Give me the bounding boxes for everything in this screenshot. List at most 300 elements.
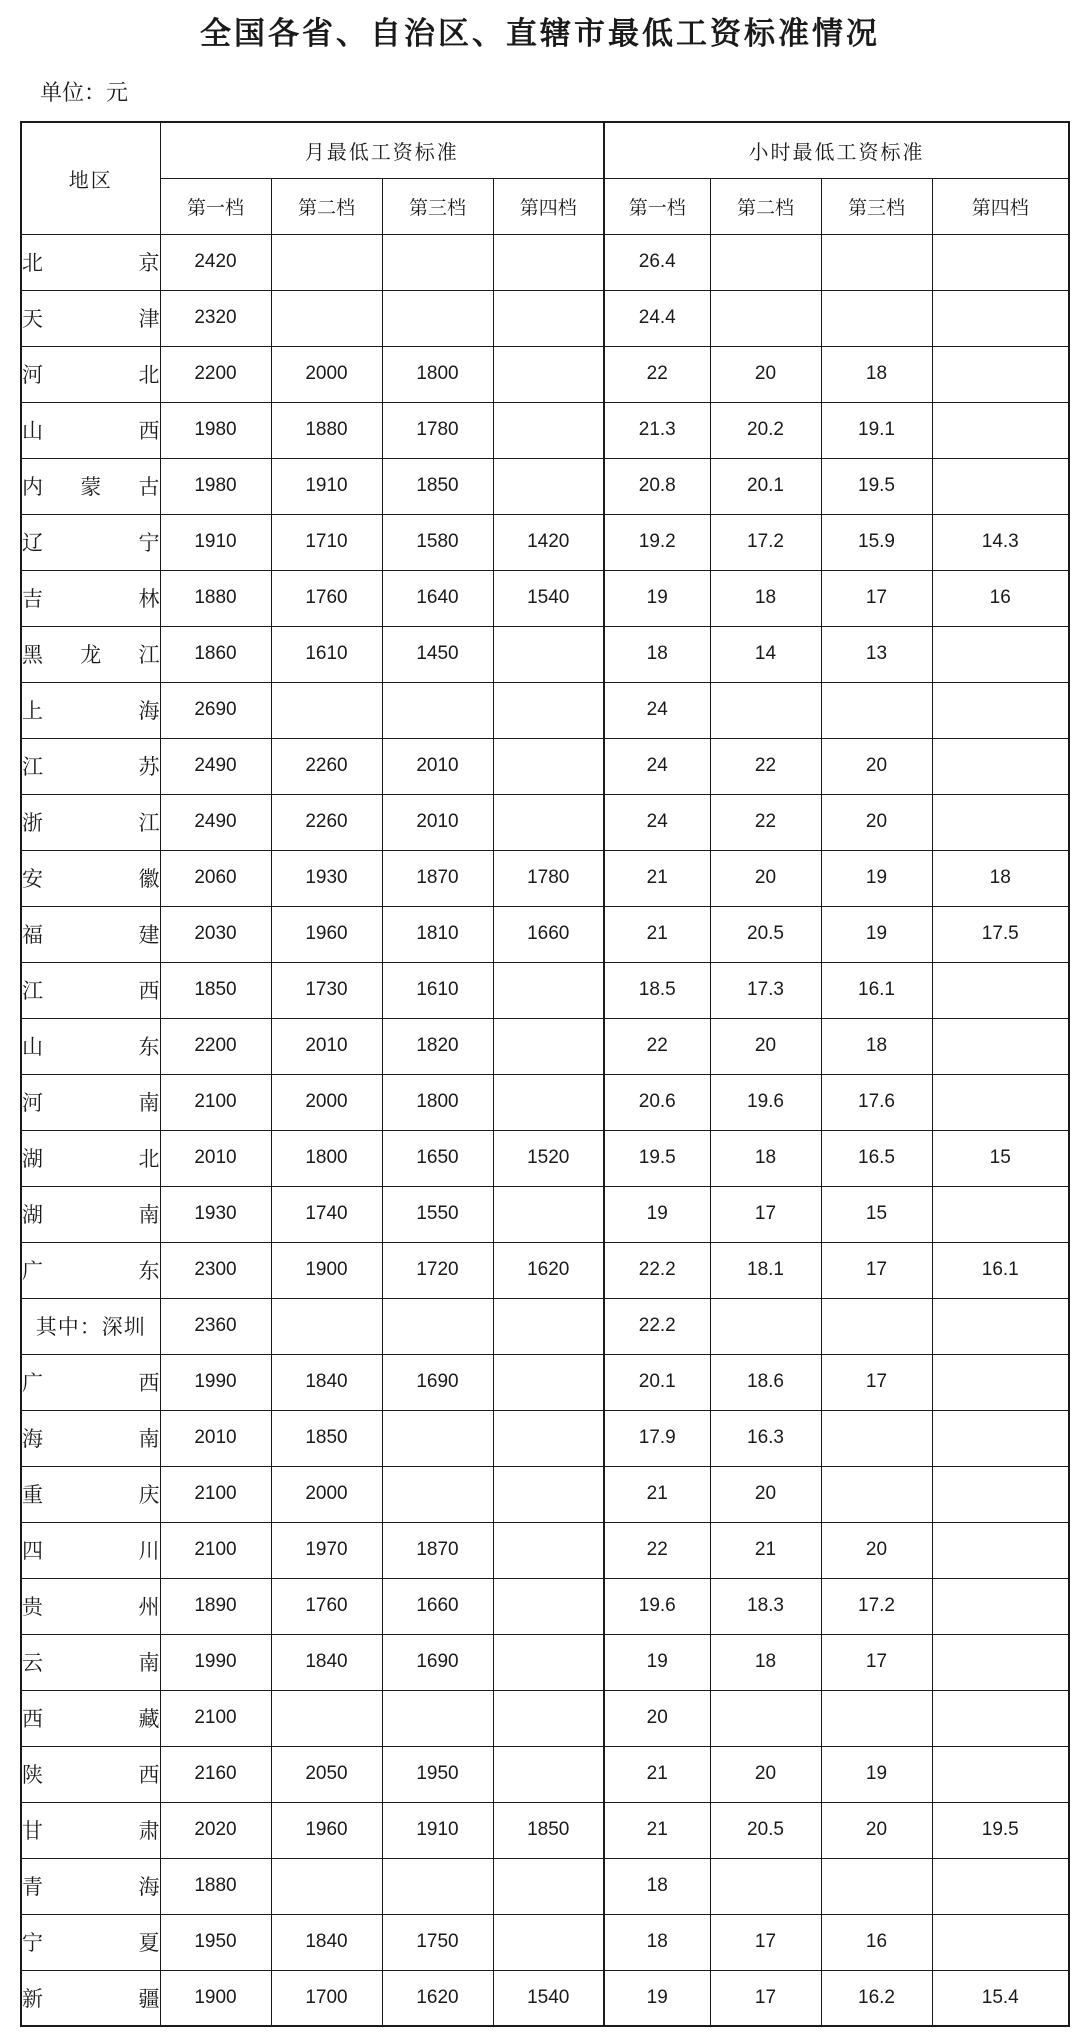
monthly-wage-cell: 1930 (271, 850, 382, 906)
hourly-wage-cell: 20.6 (604, 1074, 710, 1130)
region-cell: 江西 (21, 962, 160, 1018)
hourly-wage-cell: 16.2 (821, 1970, 932, 2026)
monthly-wage-cell (493, 794, 604, 850)
table-row (21, 514, 1069, 570)
monthly-wage-cell: 1550 (382, 1186, 493, 1242)
hourly-wage-cell: 15 (821, 1186, 932, 1242)
monthly-wage-cell: 1760 (271, 1578, 382, 1634)
hourly-wage-cell: 16 (932, 570, 1069, 626)
hourly-wage-cell (932, 1410, 1069, 1466)
monthly-wage-cell: 1880 (160, 570, 271, 626)
hourly-wage-cell (932, 1578, 1069, 1634)
table-row (21, 1410, 1069, 1466)
monthly-wage-cell: 2010 (382, 794, 493, 850)
table-row (21, 1130, 1069, 1186)
hourly-tier-4: 第四档 (932, 178, 1069, 234)
monthly-wage-cell: 1980 (160, 402, 271, 458)
hourly-wage-cell (932, 346, 1069, 402)
hourly-wage-cell: 18 (932, 850, 1069, 906)
monthly-wage-cell: 1800 (382, 1074, 493, 1130)
hourly-wage-cell: 14 (710, 626, 821, 682)
table-row (21, 682, 1069, 738)
table-row (21, 1466, 1069, 1522)
hourly-wage-cell (932, 682, 1069, 738)
monthly-wage-cell: 2100 (160, 1690, 271, 1746)
hourly-wage-cell: 19.1 (821, 402, 932, 458)
monthly-wage-cell (493, 1410, 604, 1466)
monthly-tier-3: 第三档 (382, 178, 493, 234)
monthly-wage-cell: 1990 (160, 1634, 271, 1690)
monthly-wage-cell (493, 1074, 604, 1130)
monthly-wage-cell (382, 1410, 493, 1466)
monthly-wage-cell: 2260 (271, 738, 382, 794)
hourly-wage-cell: 20.2 (710, 402, 821, 458)
monthly-wage-cell: 1820 (382, 1018, 493, 1074)
hourly-wage-cell: 21 (604, 850, 710, 906)
table-row (21, 738, 1069, 794)
hourly-wage-cell: 18 (710, 1634, 821, 1690)
table-row (21, 1858, 1069, 1914)
hourly-wage-cell: 16.1 (821, 962, 932, 1018)
hourly-wage-cell: 19.5 (604, 1130, 710, 1186)
hourly-wage-cell: 19 (821, 906, 932, 962)
table-body (21, 234, 1069, 2026)
region-cell: 广西 (21, 1354, 160, 1410)
hourly-wage-cell (821, 1410, 932, 1466)
hourly-wage-cell: 22 (604, 346, 710, 402)
hourly-wage-cell: 24 (604, 682, 710, 738)
hourly-wage-cell (932, 1634, 1069, 1690)
monthly-wage-cell: 1610 (271, 626, 382, 682)
monthly-wage-cell: 1650 (382, 1130, 493, 1186)
hourly-wage-cell: 20.1 (710, 458, 821, 514)
monthly-wage-cell: 1620 (382, 1970, 493, 2026)
table-row (21, 1914, 1069, 1970)
unit-label: 单位：元 (40, 81, 129, 106)
monthly-wage-cell: 2260 (271, 794, 382, 850)
hourly-wage-cell: 19.5 (932, 1802, 1069, 1858)
region-cell: 吉林 (21, 570, 160, 626)
monthly-wage-cell: 1620 (493, 1242, 604, 1298)
hourly-wage-cell (821, 1690, 932, 1746)
monthly-wage-cell: 1880 (271, 402, 382, 458)
hourly-wage-cell: 17.9 (604, 1410, 710, 1466)
hourly-wage-cell: 18 (821, 1018, 932, 1074)
hourly-wage-cell: 20 (821, 794, 932, 850)
table-row (21, 290, 1069, 346)
hourly-wage-cell (821, 290, 932, 346)
monthly-tier-1: 第一档 (160, 178, 271, 234)
hourly-wage-cell: 16 (821, 1914, 932, 1970)
monthly-wage-cell: 1970 (271, 1522, 382, 1578)
hourly-wage-cell: 24.4 (604, 290, 710, 346)
hourly-wage-cell: 18 (710, 570, 821, 626)
hourly-wage-cell: 20 (710, 850, 821, 906)
hourly-wage-cell: 20 (821, 1802, 932, 1858)
hourly-wage-cell: 22 (604, 1018, 710, 1074)
monthly-wage-cell: 2200 (160, 1018, 271, 1074)
monthly-wage-cell (493, 402, 604, 458)
monthly-wage-cell: 1580 (382, 514, 493, 570)
region-cell: 贵州 (21, 1578, 160, 1634)
table-row (21, 1802, 1069, 1858)
hourly-wage-cell: 22 (710, 738, 821, 794)
hourly-wage-cell: 18.1 (710, 1242, 821, 1298)
monthly-wage-cell: 1980 (160, 458, 271, 514)
monthly-wage-cell: 1420 (493, 514, 604, 570)
monthly-wage-cell: 2000 (271, 346, 382, 402)
monthly-wage-cell: 1800 (271, 1130, 382, 1186)
hourly-wage-cell (821, 1298, 932, 1354)
hourly-wage-cell: 20 (710, 1746, 821, 1802)
monthly-wage-cell: 2100 (160, 1466, 271, 1522)
hourly-wage-cell: 18 (710, 1130, 821, 1186)
hourly-wage-cell (932, 1746, 1069, 1802)
hourly-wage-cell: 19 (604, 570, 710, 626)
table-row (21, 794, 1069, 850)
monthly-wage-cell (271, 1858, 382, 1914)
monthly-wage-cell: 1840 (271, 1354, 382, 1410)
monthly-wage-cell: 2020 (160, 1802, 271, 1858)
hourly-wage-cell (932, 738, 1069, 794)
hourly-wage-cell: 13 (821, 626, 932, 682)
monthly-wage-cell (382, 1858, 493, 1914)
table-row (21, 1690, 1069, 1746)
monthly-wage-cell: 1690 (382, 1354, 493, 1410)
hourly-wage-cell (932, 794, 1069, 850)
monthly-wage-cell: 2030 (160, 906, 271, 962)
hourly-wage-cell: 20 (604, 1690, 710, 1746)
table-row (21, 1578, 1069, 1634)
region-cell: 西藏 (21, 1690, 160, 1746)
hourly-wage-cell: 17 (821, 1354, 932, 1410)
hourly-wage-cell: 22 (710, 794, 821, 850)
monthly-wage-cell (493, 1914, 604, 1970)
monthly-wage-cell: 2060 (160, 850, 271, 906)
monthly-wage-cell: 2490 (160, 794, 271, 850)
monthly-wage-cell: 1900 (271, 1242, 382, 1298)
region-cell: 重庆 (21, 1466, 160, 1522)
hourly-tier-1: 第一档 (604, 178, 710, 234)
region-cell: 湖南 (21, 1186, 160, 1242)
hourly-wage-cell: 19 (821, 850, 932, 906)
table-row (21, 1074, 1069, 1130)
wage-table (20, 121, 1070, 2027)
monthly-wage-cell: 1730 (271, 962, 382, 1018)
monthly-wage-cell: 2010 (160, 1130, 271, 1186)
hourly-wage-cell: 20 (710, 346, 821, 402)
hourly-wage-cell: 19.6 (710, 1074, 821, 1130)
hourly-wage-cell (710, 1298, 821, 1354)
monthly-wage-cell: 1960 (271, 906, 382, 962)
region-cell: 江苏 (21, 738, 160, 794)
region-header: 地区 (21, 122, 160, 234)
hourly-wage-cell: 15.9 (821, 514, 932, 570)
page-title: 全国各省、自治区、直辖市最低工资标准情况 (200, 16, 880, 52)
monthly-wage-cell: 1520 (493, 1130, 604, 1186)
hourly-wage-cell: 21 (604, 1802, 710, 1858)
hourly-wage-cell (821, 1858, 932, 1914)
region-cell: 云南 (21, 1634, 160, 1690)
hourly-wage-cell: 16.3 (710, 1410, 821, 1466)
monthly-wage-cell (382, 1690, 493, 1746)
monthly-wage-cell: 2010 (160, 1410, 271, 1466)
table-row (21, 1634, 1069, 1690)
monthly-header: 月最低工资标准 (160, 122, 604, 178)
monthly-wage-cell (493, 234, 604, 290)
monthly-wage-cell: 2050 (271, 1746, 382, 1802)
hourly-wage-cell (932, 1186, 1069, 1242)
monthly-wage-cell: 1870 (382, 850, 493, 906)
hourly-wage-cell: 17.3 (710, 962, 821, 1018)
hourly-wage-cell: 20 (710, 1466, 821, 1522)
region-cell: 湖北 (21, 1130, 160, 1186)
monthly-wage-cell: 1540 (493, 1970, 604, 2026)
monthly-wage-cell (382, 234, 493, 290)
monthly-wage-cell: 1880 (160, 1858, 271, 1914)
hourly-wage-cell: 21 (604, 1746, 710, 1802)
hourly-wage-cell: 20.1 (604, 1354, 710, 1410)
region-cell: 宁夏 (21, 1914, 160, 1970)
monthly-wage-cell: 2000 (271, 1074, 382, 1130)
monthly-wage-cell (271, 290, 382, 346)
hourly-wage-cell: 22.2 (604, 1298, 710, 1354)
monthly-wage-cell: 2010 (271, 1018, 382, 1074)
monthly-wage-cell: 1890 (160, 1578, 271, 1634)
hourly-wage-cell: 21 (604, 906, 710, 962)
hourly-wage-cell: 15 (932, 1130, 1069, 1186)
hourly-wage-cell: 18 (604, 1914, 710, 1970)
monthly-wage-cell (493, 1018, 604, 1074)
monthly-wage-cell: 1860 (160, 626, 271, 682)
hourly-wage-cell: 17 (710, 1914, 821, 1970)
monthly-wage-cell (493, 682, 604, 738)
hourly-wage-cell (932, 962, 1069, 1018)
monthly-wage-cell (493, 1298, 604, 1354)
region-cell: 山西 (21, 402, 160, 458)
region-cell: 内蒙古 (21, 458, 160, 514)
hourly-wage-cell (932, 402, 1069, 458)
region-cell: 上海 (21, 682, 160, 738)
hourly-wage-cell (710, 234, 821, 290)
monthly-wage-cell: 1750 (382, 1914, 493, 1970)
table-row (21, 1186, 1069, 1242)
hourly-wage-cell: 18 (821, 346, 932, 402)
hourly-wage-cell (710, 1690, 821, 1746)
hourly-wage-cell: 20 (821, 1522, 932, 1578)
hourly-wage-cell: 24 (604, 738, 710, 794)
hourly-wage-cell: 19 (604, 1970, 710, 2026)
monthly-wage-cell: 2000 (271, 1466, 382, 1522)
hourly-wage-cell: 19 (604, 1186, 710, 1242)
monthly-wage-cell: 1870 (382, 1522, 493, 1578)
hourly-wage-cell (932, 1466, 1069, 1522)
hourly-wage-cell: 26.4 (604, 234, 710, 290)
table-row (21, 626, 1069, 682)
monthly-wage-cell: 1780 (382, 402, 493, 458)
monthly-wage-cell (493, 962, 604, 1018)
hourly-wage-cell (932, 1298, 1069, 1354)
monthly-tier-2: 第二档 (271, 178, 382, 234)
table-row (21, 1354, 1069, 1410)
hourly-wage-cell (932, 1354, 1069, 1410)
monthly-wage-cell (493, 1522, 604, 1578)
table-row (21, 1970, 1069, 2026)
monthly-wage-cell (382, 290, 493, 346)
monthly-wage-cell (382, 1298, 493, 1354)
monthly-wage-cell (271, 682, 382, 738)
table-row (21, 458, 1069, 514)
monthly-wage-cell (271, 1690, 382, 1746)
hourly-wage-cell: 18 (604, 626, 710, 682)
monthly-wage-cell: 1700 (271, 1970, 382, 2026)
region-cell: 北京 (21, 234, 160, 290)
hourly-wage-cell: 17.5 (932, 906, 1069, 962)
hourly-wage-cell: 17 (821, 1634, 932, 1690)
monthly-wage-cell: 2010 (382, 738, 493, 794)
monthly-wage-cell: 1950 (382, 1746, 493, 1802)
table-row (21, 402, 1069, 458)
monthly-wage-cell (493, 1578, 604, 1634)
hourly-wage-cell: 19.6 (604, 1578, 710, 1634)
region-cell: 新疆 (21, 1970, 160, 2026)
region-cell: 其中：深圳 (21, 1298, 160, 1354)
hourly-wage-cell: 22.2 (604, 1242, 710, 1298)
monthly-wage-cell (493, 346, 604, 402)
monthly-wage-cell: 1810 (382, 906, 493, 962)
hourly-wage-cell: 22 (604, 1522, 710, 1578)
monthly-wage-cell: 1910 (382, 1802, 493, 1858)
region-cell: 山东 (21, 1018, 160, 1074)
hourly-wage-cell (932, 1690, 1069, 1746)
hourly-wage-cell: 21 (710, 1522, 821, 1578)
monthly-wage-cell: 1960 (271, 1802, 382, 1858)
hourly-wage-cell (932, 290, 1069, 346)
hourly-wage-cell: 19.2 (604, 514, 710, 570)
monthly-wage-cell: 1840 (271, 1914, 382, 1970)
monthly-wage-cell: 1910 (160, 514, 271, 570)
monthly-wage-cell (493, 1186, 604, 1242)
monthly-wage-cell: 1910 (271, 458, 382, 514)
monthly-wage-cell (271, 1298, 382, 1354)
monthly-wage-cell (493, 1466, 604, 1522)
region-cell: 海南 (21, 1410, 160, 1466)
monthly-wage-cell: 1660 (493, 906, 604, 962)
monthly-wage-cell: 2200 (160, 346, 271, 402)
monthly-wage-cell: 1850 (271, 1410, 382, 1466)
monthly-wage-cell: 1900 (160, 1970, 271, 2026)
monthly-wage-cell: 1690 (382, 1634, 493, 1690)
monthly-wage-cell: 1950 (160, 1914, 271, 1970)
hourly-wage-cell (710, 1858, 821, 1914)
hourly-wage-cell: 17 (710, 1970, 821, 2026)
hourly-wage-cell (932, 626, 1069, 682)
monthly-wage-cell (493, 1690, 604, 1746)
hourly-wage-cell (821, 682, 932, 738)
region-cell: 安徽 (21, 850, 160, 906)
monthly-wage-cell: 2420 (160, 234, 271, 290)
hourly-wage-cell: 19 (604, 1634, 710, 1690)
region-cell: 陕西 (21, 1746, 160, 1802)
hourly-wage-cell: 14.3 (932, 514, 1069, 570)
hourly-wage-cell: 18.6 (710, 1354, 821, 1410)
table-row (21, 234, 1069, 290)
monthly-wage-cell (493, 626, 604, 682)
monthly-wage-cell: 2320 (160, 290, 271, 346)
region-cell: 浙江 (21, 794, 160, 850)
hourly-wage-cell (710, 682, 821, 738)
hourly-header: 小时最低工资标准 (604, 122, 1069, 178)
hourly-wage-cell: 20.5 (710, 906, 821, 962)
hourly-wage-cell: 20 (821, 738, 932, 794)
hourly-wage-cell (932, 1858, 1069, 1914)
hourly-wage-cell: 17.2 (710, 514, 821, 570)
region-cell: 四川 (21, 1522, 160, 1578)
monthly-wage-cell (271, 234, 382, 290)
hourly-wage-cell (932, 458, 1069, 514)
monthly-wage-cell: 1850 (493, 1802, 604, 1858)
monthly-wage-cell: 1990 (160, 1354, 271, 1410)
table-row (21, 1242, 1069, 1298)
monthly-wage-cell: 2360 (160, 1298, 271, 1354)
hourly-wage-cell (821, 234, 932, 290)
hourly-wage-cell: 18.5 (604, 962, 710, 1018)
hourly-wage-cell: 19.5 (821, 458, 932, 514)
monthly-wage-cell: 1450 (382, 626, 493, 682)
monthly-wage-cell: 2300 (160, 1242, 271, 1298)
hourly-wage-cell: 20.8 (604, 458, 710, 514)
hourly-wage-cell: 17 (710, 1186, 821, 1242)
monthly-wage-cell: 1610 (382, 962, 493, 1018)
hourly-wage-cell (710, 290, 821, 346)
table-row (21, 570, 1069, 626)
monthly-wage-cell (493, 1354, 604, 1410)
monthly-wage-cell: 1740 (271, 1186, 382, 1242)
monthly-wage-cell: 2490 (160, 738, 271, 794)
hourly-wage-cell: 15.4 (932, 1970, 1069, 2026)
monthly-wage-cell (382, 682, 493, 738)
region-cell: 广东 (21, 1242, 160, 1298)
region-cell: 甘肃 (21, 1802, 160, 1858)
monthly-wage-cell (493, 738, 604, 794)
monthly-wage-cell (382, 1466, 493, 1522)
monthly-wage-cell: 1930 (160, 1186, 271, 1242)
region-cell: 辽宁 (21, 514, 160, 570)
monthly-wage-cell: 1760 (271, 570, 382, 626)
monthly-wage-cell (493, 1746, 604, 1802)
monthly-wage-cell: 2160 (160, 1746, 271, 1802)
hourly-wage-cell: 18.3 (710, 1578, 821, 1634)
monthly-wage-cell: 1780 (493, 850, 604, 906)
hourly-wage-cell: 24 (604, 794, 710, 850)
region-cell: 福建 (21, 906, 160, 962)
hourly-wage-cell: 21.3 (604, 402, 710, 458)
region-cell: 青海 (21, 1858, 160, 1914)
hourly-tier-2: 第二档 (710, 178, 821, 234)
monthly-wage-cell (493, 1634, 604, 1690)
hourly-wage-cell: 18 (604, 1858, 710, 1914)
hourly-wage-cell: 20 (710, 1018, 821, 1074)
table-row (21, 906, 1069, 962)
region-cell: 河北 (21, 346, 160, 402)
monthly-tier-4: 第四档 (493, 178, 604, 234)
hourly-wage-cell (932, 1914, 1069, 1970)
hourly-wage-cell: 21 (604, 1466, 710, 1522)
monthly-wage-cell (493, 458, 604, 514)
table-row (21, 346, 1069, 402)
region-cell: 河南 (21, 1074, 160, 1130)
hourly-wage-cell (932, 234, 1069, 290)
